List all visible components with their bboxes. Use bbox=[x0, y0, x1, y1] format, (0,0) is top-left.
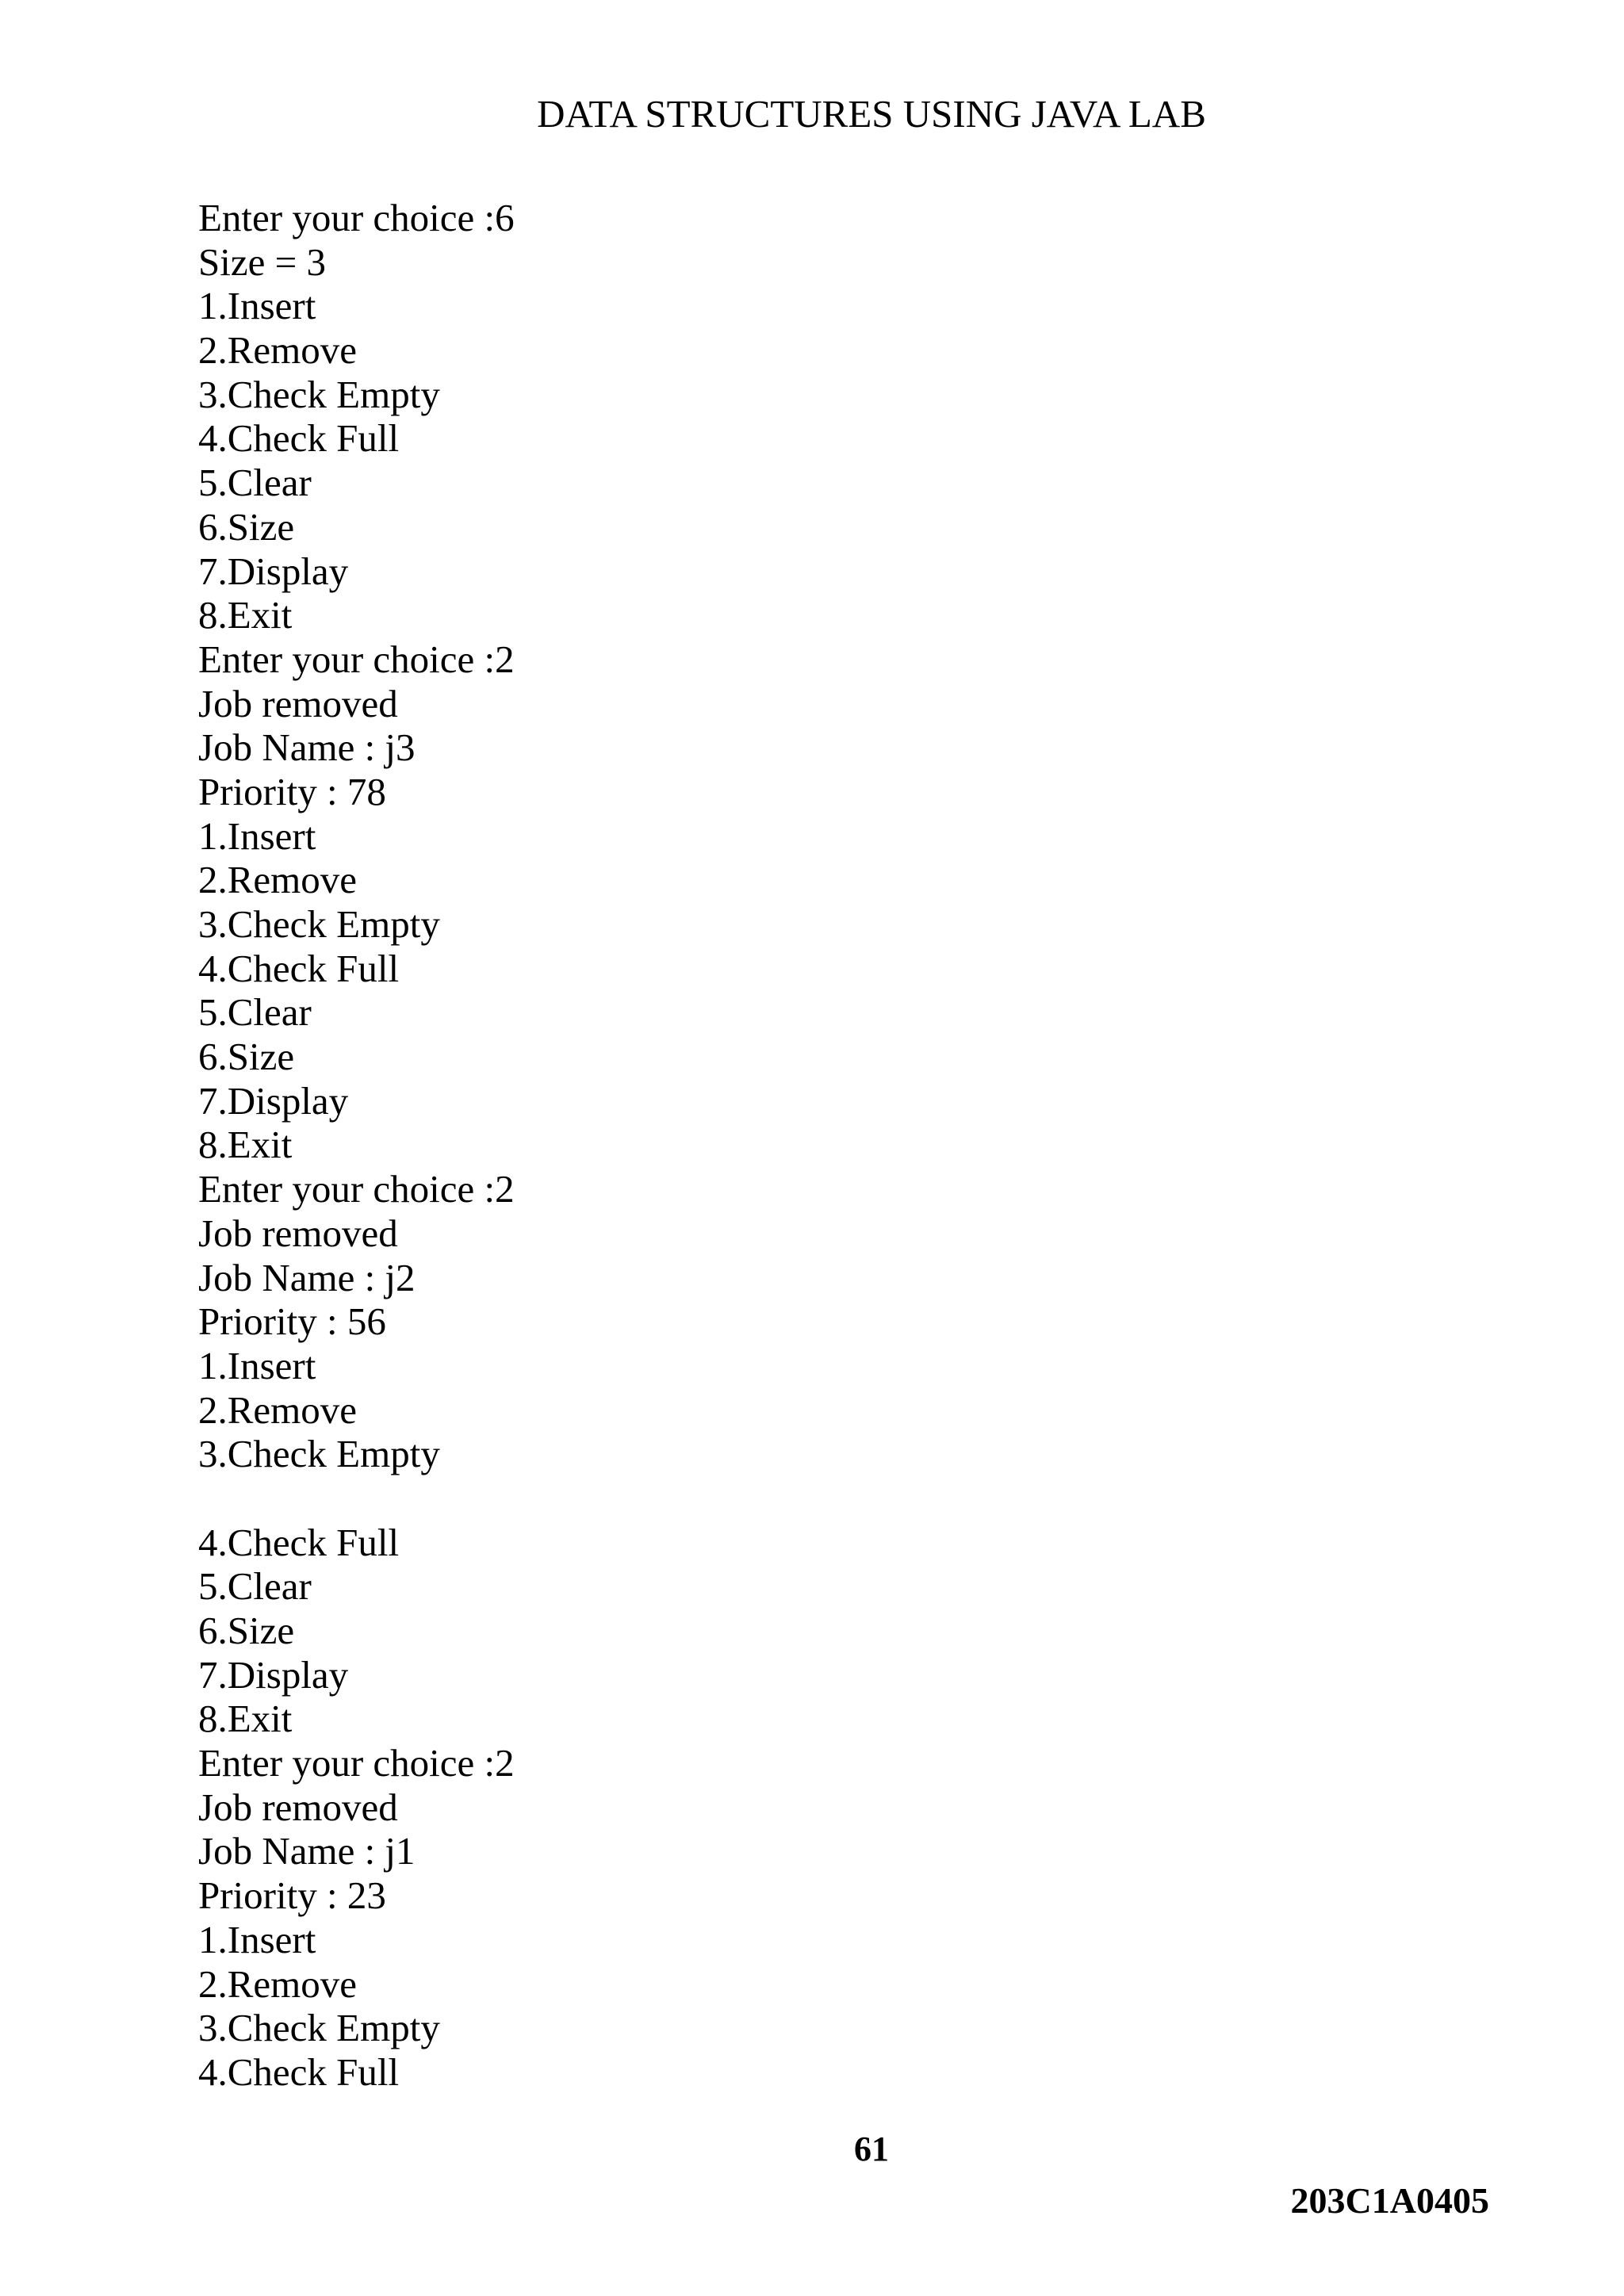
output-line: 6.Size bbox=[198, 504, 295, 549]
blank-line bbox=[198, 1476, 515, 1521]
output-line: 5.Clear bbox=[198, 461, 312, 505]
output-line: 1.Insert bbox=[198, 1917, 316, 1961]
output-block-1 bbox=[198, 196, 515, 1476]
output-line: Size = 3 bbox=[198, 239, 326, 284]
output-line: 6.Size bbox=[198, 1609, 295, 1652]
output-line: 1.Insert bbox=[198, 284, 316, 328]
output-line: 7.Display bbox=[198, 549, 349, 593]
output-line: 1.Insert bbox=[198, 1343, 316, 1387]
output-line: 4.Check Full bbox=[198, 416, 400, 461]
output-line: 3.Check Empty bbox=[198, 902, 440, 946]
roll-number: 203C1A0405 bbox=[1290, 2180, 1489, 2221]
page-number: 61 bbox=[854, 2130, 889, 2168]
output-line: 1.Insert bbox=[198, 813, 316, 858]
output-line: 4.Check Full bbox=[198, 946, 400, 990]
output-line: Job Name : j1 bbox=[198, 1829, 416, 1873]
output-block-2 bbox=[198, 1521, 515, 2095]
output-line: Priority : 23 bbox=[198, 1873, 386, 1918]
output-line: 5.Clear bbox=[198, 990, 312, 1035]
output-line: 8.Exit bbox=[198, 1123, 293, 1167]
output-line: 4.Check Full bbox=[198, 2049, 400, 2094]
output-line: 7.Display bbox=[198, 1652, 349, 1697]
output-line: 2.Remove bbox=[198, 328, 358, 373]
output-line: Job Name : j2 bbox=[198, 1255, 416, 1299]
output-line: 5.Clear bbox=[198, 1564, 312, 1609]
output-line: Job Name : j3 bbox=[198, 725, 416, 770]
output-line: 4.Check Full bbox=[198, 1520, 400, 1564]
program-output bbox=[198, 196, 515, 2095]
output-line: 8.Exit bbox=[198, 1697, 293, 1741]
output-line: 2.Remove bbox=[198, 858, 358, 902]
output-line: Priority : 56 bbox=[198, 1299, 386, 1344]
output-line: Enter your choice :2 bbox=[198, 637, 515, 681]
page-header: DATA STRUCTURES USING JAVA LAB bbox=[537, 92, 1206, 136]
output-line: 2.Remove bbox=[198, 1387, 358, 1432]
output-line: 6.Size bbox=[198, 1035, 295, 1079]
output-line: Job removed bbox=[198, 681, 398, 725]
output-line: Job removed bbox=[198, 1211, 398, 1255]
output-line: 3.Check Empty bbox=[198, 1432, 440, 1476]
output-line: 2.Remove bbox=[198, 1961, 358, 2006]
output-line: 8.Exit bbox=[198, 593, 293, 637]
output-line: 3.Check Empty bbox=[198, 2006, 440, 2050]
output-line: Enter your choice :2 bbox=[198, 1167, 515, 1211]
output-line: Priority : 78 bbox=[198, 769, 386, 813]
output-line: 7.Display bbox=[198, 1078, 349, 1123]
output-line: Job removed bbox=[198, 1785, 398, 1829]
output-line: 3.Check Empty bbox=[198, 372, 440, 416]
output-line: Enter your choice :2 bbox=[198, 1741, 515, 1785]
output-line: Enter your choice :6 bbox=[198, 196, 515, 239]
